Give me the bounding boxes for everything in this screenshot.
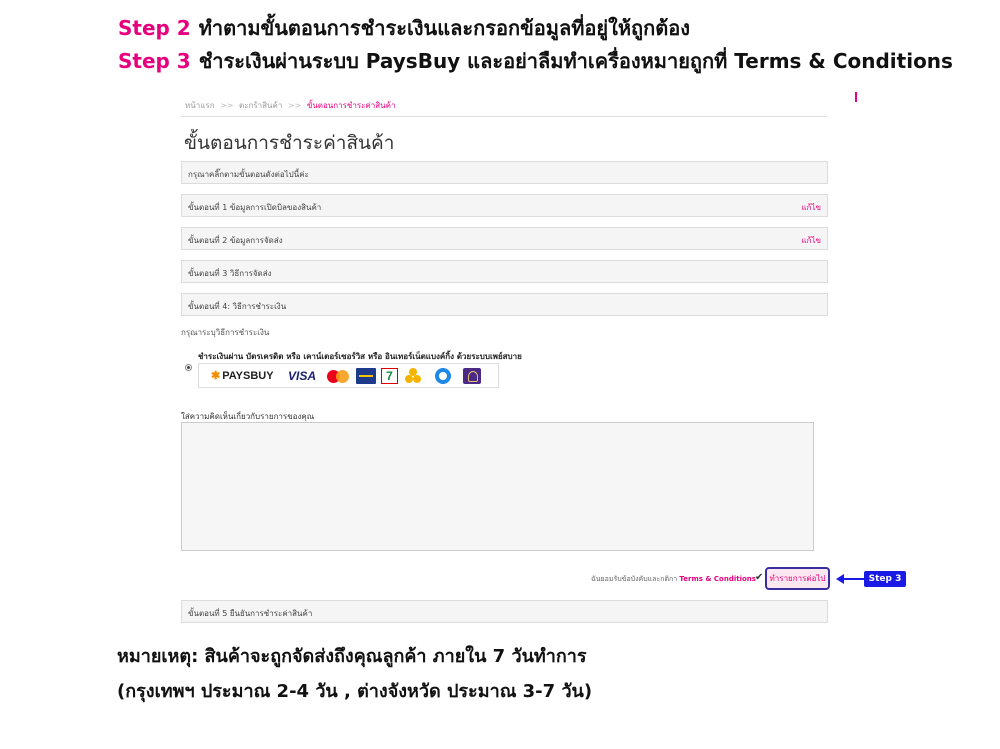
terms-link[interactable]: Terms & Conditions xyxy=(679,575,756,583)
arrow-line xyxy=(842,578,864,580)
breadcrumb-divider xyxy=(181,116,827,117)
note-line-1: หมายเหตุ: สินค้าจะถูกจัดส่งถึงคุณลูกค้า ภายใน 7 วันทำการ xyxy=(117,646,587,667)
step-label: ขั้นตอนที่ 5 ยืนยันการชำระค่าสินค้า xyxy=(188,609,313,618)
step-3-tag: Step 3 xyxy=(118,49,191,73)
step-label: ขั้นตอนที่ 2 ข้อมูลการจัดส่ง xyxy=(188,236,283,245)
breadcrumb-home[interactable]: หน้าแรก xyxy=(185,101,215,110)
page-title: ขั้นตอนการชำระค่าสินค้า xyxy=(184,132,395,154)
step-label: กรุณาคลิ๊กตามขั้นตอนดังต่อไปนี้ค่ะ xyxy=(188,170,309,179)
bank-logo xyxy=(435,368,451,384)
mastercard-logo xyxy=(327,368,350,384)
step-3-annotation: Step 3 xyxy=(864,571,906,587)
edit-link[interactable]: แก้ไข xyxy=(801,236,821,245)
payment-option-description: ชำระเงินผ่าน บัตรเครดิต หรือ เคาน์เตอร์เซอร์วิส หรือ อินเทอร์เน็ตแบงค์กิ้ง ด้วยระบบเพย์สบาย xyxy=(198,352,522,361)
step-2-box[interactable] xyxy=(181,227,828,250)
visa-logo: VISA xyxy=(288,369,317,383)
step-1-box[interactable] xyxy=(181,194,828,217)
side-marker xyxy=(855,92,857,102)
breadcrumb-cart[interactable]: ตะกร้าสินค้า xyxy=(239,101,283,110)
krungsri-logo xyxy=(405,368,422,384)
payment-section-label: กรุณาระบุวิธีการชำระเงิน xyxy=(181,328,270,337)
breadcrumb-current: ขั้นตอนการชำระค่าสินค้า xyxy=(306,101,396,110)
terms-checkbox[interactable]: ✔ xyxy=(755,572,764,583)
step-intro-box xyxy=(181,161,828,184)
counter-service-logo xyxy=(356,368,376,384)
instruction-step-2 xyxy=(118,12,690,44)
paysbuy-radio[interactable] xyxy=(185,364,192,371)
step-5-box[interactable] xyxy=(181,600,828,623)
step-3-text: ชำระเงินผ่านระบบ PaysBuy และอย่าลืมทำเครื่องหมายถูกที่ Terms & Conditions xyxy=(198,49,953,73)
breadcrumb-separator: >> xyxy=(287,101,302,110)
scb-logo xyxy=(463,368,481,384)
step-label: ขั้นตอนที่ 3 วิธีการจัดส่ง xyxy=(188,269,272,278)
next-button[interactable]: ทำรายการต่อไป xyxy=(765,567,830,590)
seven-eleven-logo: 7 xyxy=(381,368,398,384)
star-icon: ✱ xyxy=(211,370,221,382)
breadcrumb-separator: >> xyxy=(220,101,234,110)
terms-agreement xyxy=(591,574,756,585)
checkout-page xyxy=(181,92,829,622)
breadcrumb xyxy=(185,99,395,112)
agree-text: ฉันยอมรับข้อบังคับและกติกา xyxy=(591,575,678,583)
step-label: ขั้นตอนที่ 4: วิธีการชำระเงิน xyxy=(188,302,287,311)
step-4-box[interactable] xyxy=(181,293,828,316)
step-2-tag: Step 2 xyxy=(118,16,191,40)
paysbuy-logo-text: PAYSBUY xyxy=(222,370,274,382)
paysbuy-logo xyxy=(211,369,274,385)
edit-link[interactable]: แก้ไข xyxy=(801,203,821,212)
payment-logos xyxy=(198,363,499,388)
comment-label: ใส่ความคิดเห็นเกี่ยวกับรายการของคุณ xyxy=(181,412,315,421)
step-2-text: ทำตามขั้นตอนการชำระเงินและกรอกข้อมูลที่อยู่ให้ถูกต้อง xyxy=(198,16,691,40)
step-label: ขั้นตอนที่ 1 ข้อมูลการเปิดบิลของสินค้า xyxy=(188,203,322,212)
step-3-box[interactable] xyxy=(181,260,828,283)
instruction-step-3 xyxy=(118,45,953,77)
note-line-2: (กรุงเทพฯ ประมาณ 2-4 วัน , ต่างจังหวัด ประมาณ 3-7 วัน) xyxy=(117,681,593,702)
comment-textarea[interactable] xyxy=(181,422,814,551)
